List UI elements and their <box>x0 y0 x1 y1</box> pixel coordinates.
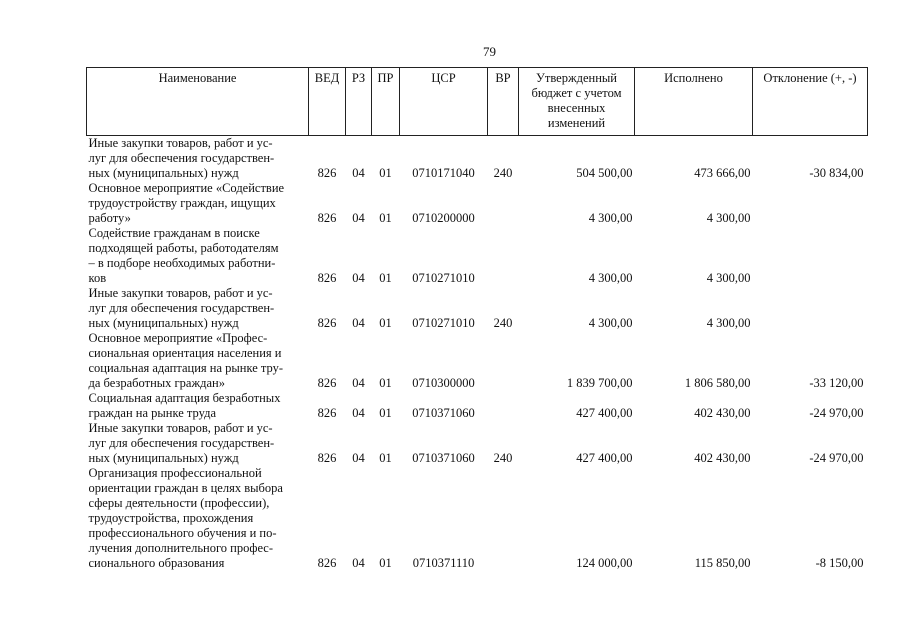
table-row <box>87 391 868 421</box>
table-row <box>87 331 868 391</box>
row-pr: 01 <box>379 376 392 390</box>
table-row <box>87 286 868 331</box>
row-name: Организация профессиональной ориентации граждан в целях выбора сферы деятельности (профессии), трудоустройства, прохождения профессионального обучения и по- лучения дополнительного профес- сионального образования <box>88 466 283 570</box>
row-pr: 01 <box>379 316 392 330</box>
row-pr: 01 <box>379 211 392 225</box>
row-csr: 0710371060 <box>412 451 475 465</box>
header-deviation: Отклонение (+, -) <box>753 68 868 136</box>
header-executed: Исполнено <box>635 68 753 136</box>
row-name: Основное мероприятие «Профес- сиональная ориентация населения и социальная адаптация на рынке тру- да безработных граждан» <box>88 331 284 390</box>
row-csr: 0710371110 <box>412 556 475 570</box>
row-rz: 04 <box>352 166 365 180</box>
row-approved: 1 839 700,00 <box>566 376 633 390</box>
row-ved: 826 <box>317 376 337 390</box>
table-row <box>87 181 868 226</box>
row-rz: 04 <box>352 271 365 285</box>
row-vr <box>488 391 519 421</box>
row-ved: 826 <box>317 451 337 465</box>
row-approved: 427 400,00 <box>576 406 633 420</box>
row-executed: 473 666,00 <box>694 166 751 180</box>
table-row <box>87 421 868 466</box>
header-approved: Утвержденный бюджет с учетом внесенных изменений <box>519 68 635 136</box>
row-rz: 04 <box>352 316 365 330</box>
row-rz: 04 <box>352 376 365 390</box>
row-name: Иные закупки товаров, работ и ус- луг для обеспечения государствен- ных (муниципальных) нужд <box>88 286 275 330</box>
table-row <box>87 136 868 182</box>
row-vr <box>488 181 519 226</box>
row-csr: 0710300000 <box>412 376 475 390</box>
budget-table <box>86 67 868 571</box>
row-vr: 240 <box>493 451 513 465</box>
row-name: Иные закупки товаров, работ и ус- луг для обеспечения государствен- ных (муниципальных) нужд <box>88 421 275 465</box>
row-deviation <box>753 181 868 226</box>
row-ved: 826 <box>317 316 337 330</box>
row-ved: 826 <box>317 556 337 570</box>
row-approved: 504 500,00 <box>576 166 633 180</box>
row-pr: 01 <box>379 556 392 570</box>
row-deviation: -24 970,00 <box>809 406 864 420</box>
row-name: Содействие гражданам в поиске подходящей работы, работодателям – в подборе необходимых работни- ков <box>88 226 279 285</box>
row-approved: 4 300,00 <box>588 211 633 225</box>
row-executed: 402 430,00 <box>694 406 751 420</box>
row-rz: 04 <box>352 556 365 570</box>
row-pr: 01 <box>379 406 392 420</box>
row-vr: 240 <box>493 316 513 330</box>
header-name: Наименование <box>87 68 309 136</box>
table-row <box>87 466 868 571</box>
row-ved: 826 <box>317 271 337 285</box>
table-row <box>87 226 868 286</box>
row-approved: 124 000,00 <box>576 556 633 570</box>
row-ved: 826 <box>317 166 337 180</box>
row-deviation: -8 150,00 <box>815 556 864 570</box>
row-executed: 4 300,00 <box>706 316 751 330</box>
row-csr: 0710371060 <box>412 406 475 420</box>
row-name: Иные закупки товаров, работ и ус- луг для обеспечения государствен- ных (муниципальных) нужд <box>88 136 275 180</box>
row-name: Основное мероприятие «Содействие трудоустройству граждан, ищущих работу» <box>88 181 285 225</box>
row-vr: 240 <box>493 166 513 180</box>
row-deviation: -24 970,00 <box>809 451 864 465</box>
header-csr: ЦСР <box>400 68 488 136</box>
row-name: Социальная адаптация безработных граждан на рынке труда <box>88 391 281 420</box>
row-executed: 4 300,00 <box>706 211 751 225</box>
row-csr: 0710271010 <box>412 271 475 285</box>
header-ved: ВЕД <box>309 68 346 136</box>
page-number: 79 <box>483 44 496 59</box>
row-deviation: -30 834,00 <box>809 166 864 180</box>
row-vr <box>488 226 519 286</box>
row-rz: 04 <box>352 406 365 420</box>
row-deviation: -33 120,00 <box>809 376 864 390</box>
header-vr: ВР <box>488 68 519 136</box>
row-rz: 04 <box>352 211 365 225</box>
row-csr: 0710271010 <box>412 316 475 330</box>
row-csr: 0710171040 <box>412 166 475 180</box>
row-approved: 4 300,00 <box>588 316 633 330</box>
row-rz: 04 <box>352 451 365 465</box>
row-deviation <box>753 226 868 286</box>
table-body <box>87 136 868 572</box>
row-ved: 826 <box>317 211 337 225</box>
row-executed: 4 300,00 <box>706 271 751 285</box>
row-pr: 01 <box>379 166 392 180</box>
row-deviation <box>753 286 868 331</box>
row-executed: 115 850,00 <box>694 556 751 570</box>
row-ved: 826 <box>317 406 337 420</box>
row-approved: 427 400,00 <box>576 451 633 465</box>
header-row <box>87 68 868 136</box>
header-pr: ПР <box>372 68 400 136</box>
row-approved: 4 300,00 <box>588 271 633 285</box>
row-csr: 0710200000 <box>412 211 475 225</box>
row-pr: 01 <box>379 451 392 465</box>
row-executed: 1 806 580,00 <box>684 376 751 390</box>
row-executed: 402 430,00 <box>694 451 751 465</box>
table-header <box>87 68 868 136</box>
row-vr <box>488 331 519 391</box>
row-pr: 01 <box>379 271 392 285</box>
row-vr <box>488 466 519 571</box>
header-rz: РЗ <box>346 68 372 136</box>
